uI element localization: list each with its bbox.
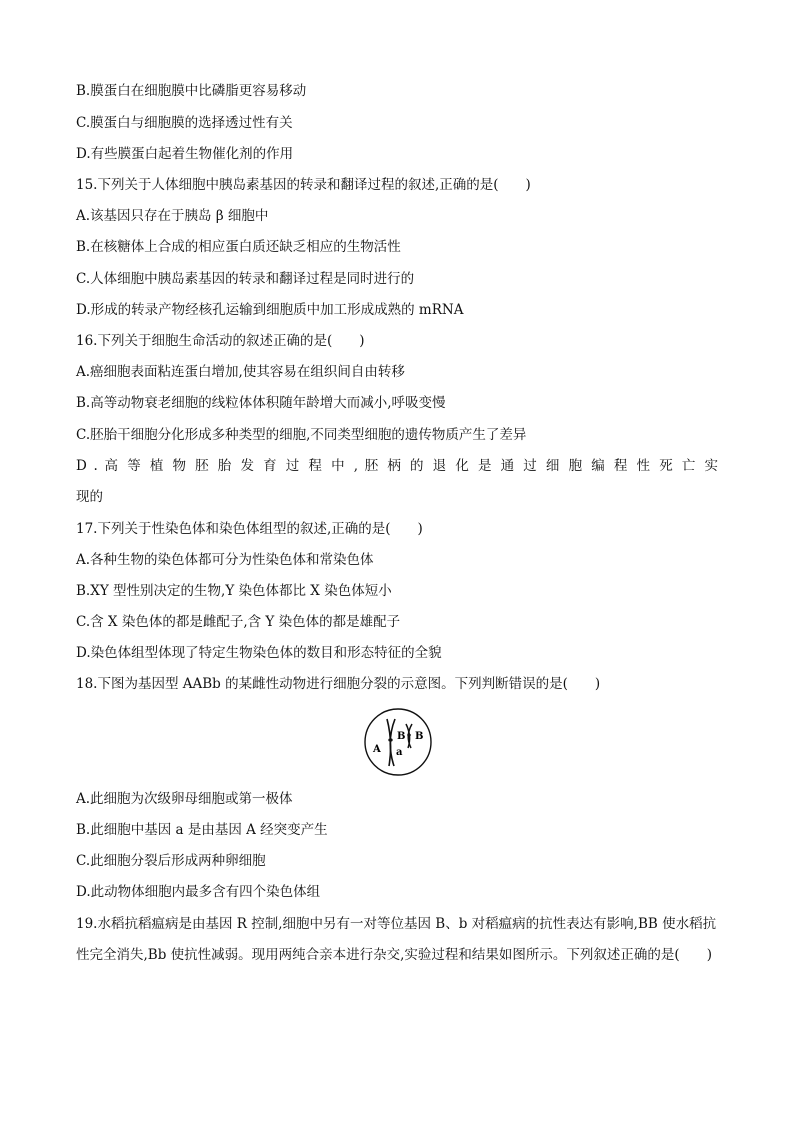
gene-label-b-right: B — [415, 731, 424, 742]
option-16-c: C.胚胎干细胞分化形成多种类型的细胞,不同类型细胞的遗传物质产生了差异 — [76, 427, 527, 443]
question-19-line-2: 性完全消失,Bb 使抗性减弱。现用两纯合亲本进行杂交,实验过程和结果如图所示。下列叙述正确的是( ) — [76, 947, 712, 963]
option-14-c: C.膜蛋白与细胞膜的选择透过性有关 — [76, 115, 293, 131]
option-15-c: C.人体细胞中胰岛素基因的转录和翻译过程是同时进行的 — [76, 271, 415, 287]
question-19-line-1: 19.水稻抗稻瘟病是由基因 R 控制,细胞中另有一对等位基因 B、b 对稻瘟病的抗性表达有影响,BB 使水稻抗 — [76, 916, 717, 932]
option-16-b: B.高等动物衰老细胞的线粒体体积随年龄增大而减小,呼吸变慢 — [76, 395, 446, 411]
question-15: 15.下列关于人体细胞中胰岛素基因的转录和翻译过程的叙述,正确的是( ) — [76, 177, 531, 193]
question-16: 16.下列关于细胞生命活动的叙述正确的是( ) — [76, 333, 365, 349]
option-18-c: C.此细胞分裂后形成两种卵细胞 — [76, 853, 266, 869]
option-17-d: D.染色体组型体现了特定生物染色体的数目和形态特征的全貌 — [76, 645, 442, 661]
option-18-d: D.此动物体细胞内最多含有四个染色体组 — [76, 884, 321, 900]
question-18: 18.下图为基因型 AABb 的某雌性动物进行细胞分裂的示意图。下列判断错误的是( ) — [76, 676, 601, 692]
question-17: 17.下列关于性染色体和染色体组型的叙述,正确的是( ) — [76, 521, 423, 537]
option-17-a: A.各种生物的染色体都可分为性染色体和常染色体 — [76, 552, 374, 568]
option-18-a: A.此细胞为次级卵母细胞或第一极体 — [76, 791, 293, 807]
chromatid-left-2 — [390, 719, 395, 766]
cell-outline — [365, 709, 431, 775]
option-15-d: D.形成的转录产物经核孔运输到细胞质中加工形成成熟的 mRNA — [76, 302, 464, 318]
cell-division-diagram — [362, 706, 434, 778]
centromere-left — [388, 738, 392, 741]
option-14-b: B.膜蛋白在细胞膜中比磷脂更容易移动 — [76, 83, 307, 99]
option-16-d: D . 高 等 植 物 胚 胎 发 育 过 程 中 , 胚 柄 的 退 化 是 通 过 细 胞 编 程 性 死 亡 实 — [76, 458, 718, 474]
option-16-d-continued: 现的 — [76, 489, 103, 505]
centromere-right — [407, 734, 411, 737]
gene-label-b-left: B — [397, 731, 406, 742]
option-15-a: A.该基因只存在于胰岛 β 细胞中 — [76, 208, 269, 224]
option-15-b: B.在核糖体上合成的相应蛋白质还缺乏相应的生物活性 — [76, 239, 401, 255]
option-18-b: B.此细胞中基因 a 是由基因 A 经突变产生 — [76, 822, 328, 838]
gene-label-a-upper: A — [373, 744, 381, 755]
gene-label-a-lower: a — [396, 747, 403, 758]
option-14-d: D.有些膜蛋白起着生物催化剂的作用 — [76, 146, 294, 162]
option-17-b: B.XY 型性别决定的生物,Y 染色体都比 X 染色体短小 — [76, 583, 392, 599]
option-16-a: A.癌细胞表面粘连蛋白增加,使其容易在组织间自由转移 — [76, 364, 405, 380]
option-17-c: C.含 X 染色体的都是雌配子,含 Y 染色体的都是雄配子 — [76, 614, 401, 630]
